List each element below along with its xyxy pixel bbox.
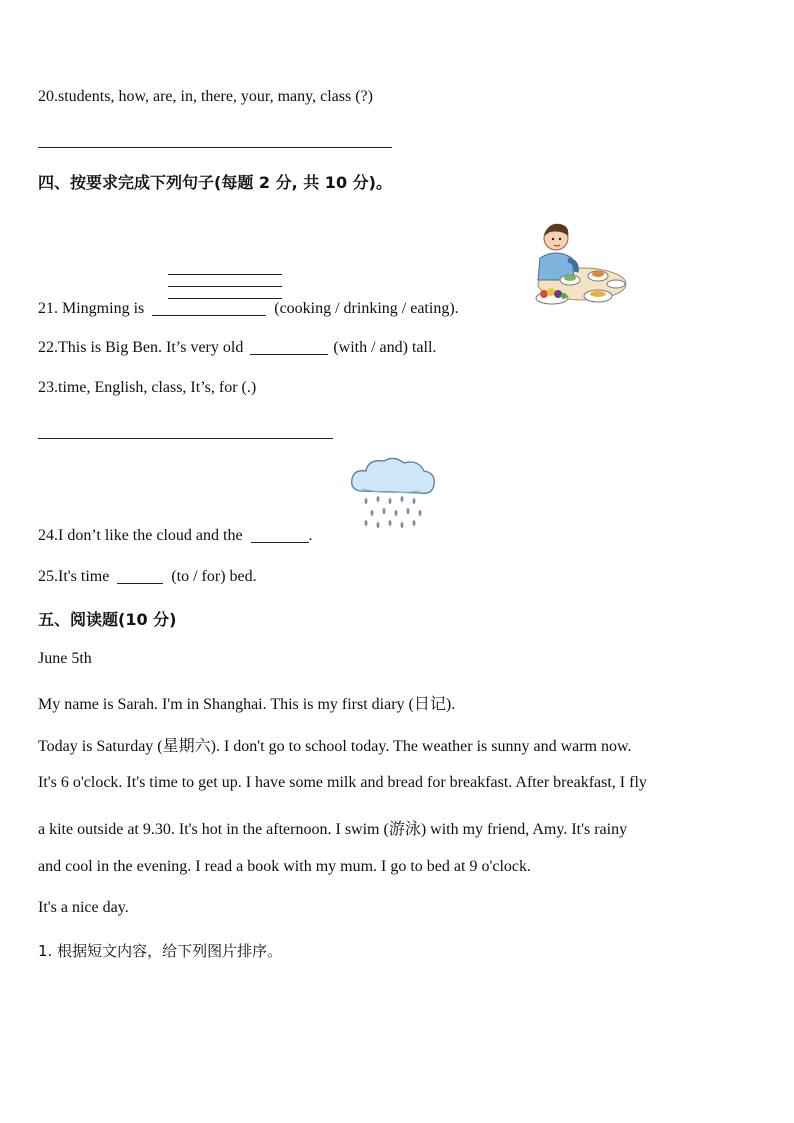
- question-21-options: (cooking / drinking / eating).: [274, 300, 459, 317]
- question-21: [38, 299, 459, 318]
- question-20: 20.students, how, are, in, there, your, many, class (?): [38, 88, 373, 105]
- answer-blank-22[interactable]: [250, 338, 328, 355]
- question-21-prompt: 21. Mingming is: [38, 300, 145, 317]
- passage-line-3: It's 6 o'clock. It's time to get up. I have some milk and bread for breakfast. After breakfast, I fly: [38, 774, 647, 791]
- passage-line-6: It's a nice day.: [38, 899, 129, 916]
- section-5-heading: 五、阅读题(10 分): [38, 610, 177, 629]
- question-23: 23.time, English, class, It’s, for (.): [38, 379, 257, 396]
- question-22-prompt: 22.This is Big Ben. It’s very old: [38, 339, 244, 356]
- answer-blank-24[interactable]: [251, 526, 309, 543]
- question-25-options: (to / for) bed.: [171, 568, 257, 585]
- question-24: [38, 526, 313, 545]
- boy-eating-illustration: [520, 218, 628, 310]
- question-24-end: .: [308, 527, 313, 544]
- answer-blank-25[interactable]: [117, 567, 163, 584]
- passage-date: June 5th: [38, 650, 92, 667]
- passage-line-1: My name is Sarah. I'm in Shanghai. This is my first diary (日记).: [38, 696, 456, 713]
- section-4-heading: 四、按要求完成下列句子(每题 2 分, 共 10 分)。: [38, 173, 392, 192]
- answer-line-20[interactable]: [38, 147, 392, 148]
- passage-line-5: and cool in the evening. I read a book with my mum. I go to bed at 9 o'clock.: [38, 858, 531, 875]
- answer-blank-21[interactable]: [152, 299, 266, 316]
- question-25-prompt: 25.It's time: [38, 568, 110, 585]
- question-24-prompt: 24.I don’t like the cloud and the: [38, 527, 243, 544]
- passage-line-4: a kite outside at 9.30. It's hot in the afternoon. I swim (游泳) with my friend, Amy. It's rainy: [38, 821, 628, 838]
- question-25: [38, 567, 257, 586]
- task-1-instruction: 1. 根据短文内容，给下列图片排序。: [38, 942, 283, 960]
- question-22-options: (with / and) tall.: [333, 339, 437, 356]
- rain-cloud-illustration: [348, 455, 438, 537]
- question-22: [38, 338, 436, 357]
- passage-line-2: Today is Saturday (星期六). I don't go to school today. The weather is sunny and warm now.: [38, 738, 632, 755]
- answer-line-23[interactable]: [38, 438, 333, 439]
